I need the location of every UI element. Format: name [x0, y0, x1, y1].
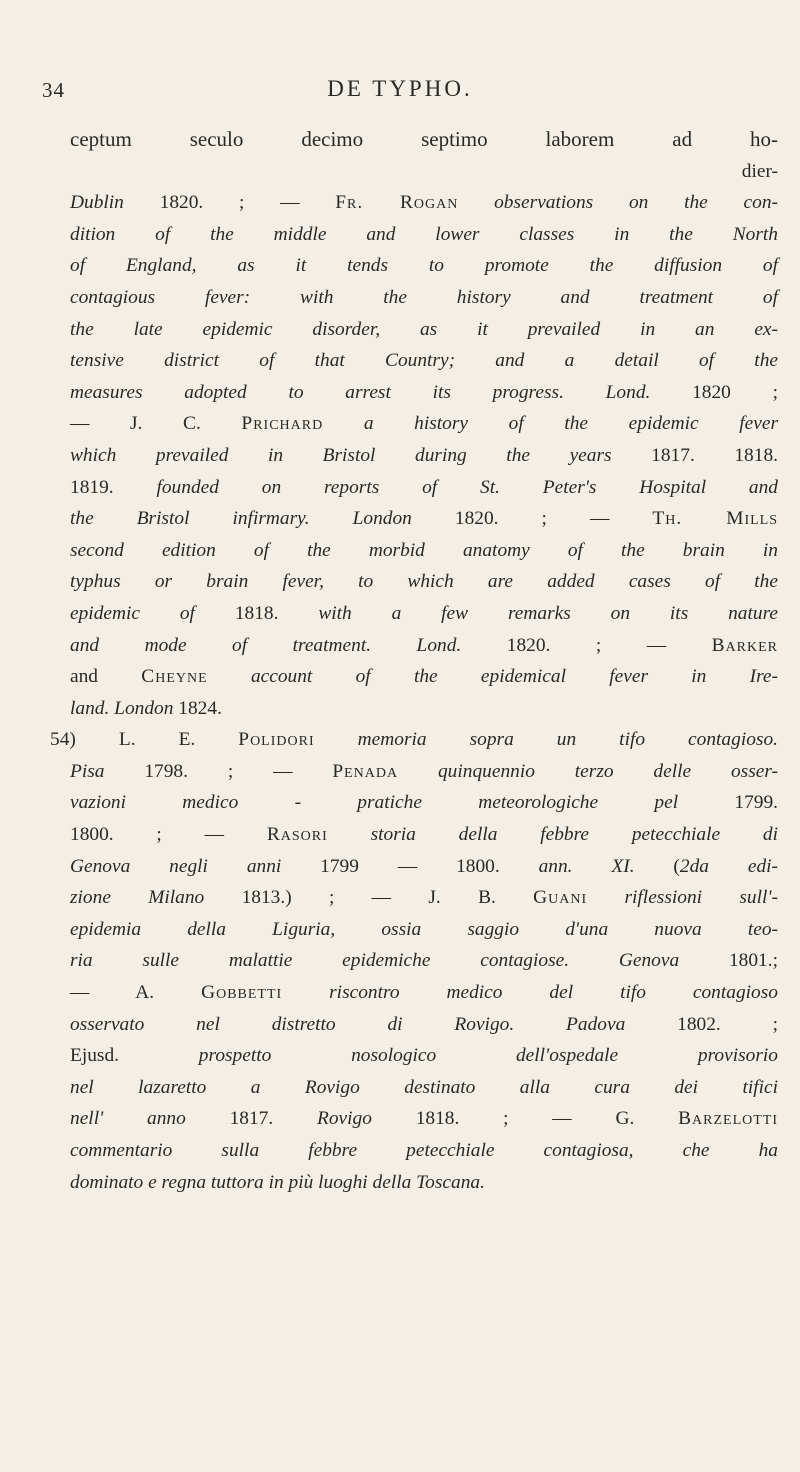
text-run: 54) L. E.: [50, 729, 239, 751]
text-run: Rasori: [266, 824, 328, 846]
text-run: 1813.) ; — J. B.: [204, 887, 534, 909]
text-run: Cheyne: [141, 666, 208, 688]
text-run: Gobbetti: [201, 982, 283, 1004]
text-run: Guani: [533, 887, 588, 909]
text-run: and mode of treatment. Lond.: [70, 634, 462, 656]
text-run: 1817.: [185, 1108, 317, 1130]
text-run: of England, as it tends to promote the diffusion of: [70, 255, 778, 277]
text-line: [70, 156, 778, 188]
text-run: Rovigo: [316, 1108, 372, 1130]
text-run: commentario sulla febbre petecchiale contagiosa, che ha: [70, 1140, 778, 1161]
text-run: 1798. ; —: [104, 760, 333, 782]
text-line: [70, 851, 778, 883]
text-line: [70, 693, 778, 725]
text-run: a history of the epidemic fever: [363, 413, 778, 435]
text-line: [70, 630, 778, 662]
text-run: osservato nel distretto di Rovigo. Padova: [70, 1013, 626, 1035]
text-run: 1824.: [173, 697, 222, 719]
text-line: [70, 377, 778, 409]
text-run: Polidori: [238, 729, 315, 751]
text-run: the late epidemic disorder, as it prevailed in an ex-: [70, 318, 778, 340]
text-run: [328, 824, 371, 845]
text-line: [70, 1009, 778, 1041]
text-line: [70, 598, 778, 630]
text-run: Genova negli anni: [70, 855, 282, 877]
text-line: [70, 1135, 778, 1167]
text-line: [70, 882, 778, 914]
running-title: DE TYPHO.: [327, 76, 473, 101]
text-run: [587, 887, 624, 908]
text-run: nel lazaretto a Rovigo destinato alla cura dei tifici: [70, 1076, 778, 1098]
text-run: — A.: [70, 982, 202, 1004]
text-line: [70, 314, 778, 346]
text-run: dier-: [741, 160, 778, 182]
text-run: 1799.: [678, 792, 779, 814]
text-run: the Bristol infirmary. London: [70, 508, 412, 530]
text-run: [315, 729, 358, 750]
text-run: 1820 ;: [650, 381, 778, 403]
text-run: epidemia della Liguria, ossia saggio d'una nuova teo-: [70, 918, 778, 940]
text-line: [70, 787, 778, 819]
text-run: ceptum seculo decimo septimo laborem ad ho-: [70, 127, 778, 151]
text-run: [323, 413, 364, 434]
text-run: contagious fever: with the history and treatment of: [70, 286, 778, 308]
text-run: quinquennio terzo delle osser-: [437, 760, 778, 782]
text-line: [70, 1167, 778, 1199]
text-line: [70, 535, 778, 567]
text-run: prospetto nosologico dell'ospedale provisorio: [198, 1045, 778, 1067]
text-run: dominato e regna tuttora in più luoghi della Toscana.: [70, 1171, 485, 1193]
bibliography-text: [50, 124, 779, 1198]
text-run: observations on the con-: [494, 192, 778, 214]
text-run: [458, 192, 494, 213]
text-run: Pisa: [70, 760, 105, 782]
text-run: 1818. ; — G.: [371, 1108, 679, 1130]
text-run: — J. C.: [70, 413, 242, 435]
text-run: (: [634, 855, 680, 877]
text-run: ria sulle malattie epidemiche contagiose. Genova: [70, 950, 680, 972]
text-line: [70, 1040, 778, 1072]
text-run: 1817. 1818.: [611, 444, 778, 466]
text-run: 1802. ;: [625, 1013, 778, 1035]
text-line: [70, 440, 778, 472]
text-run: [282, 982, 329, 1003]
text-run: which prevailed in Bristol during the years: [70, 444, 612, 466]
text-run: storia della febbre petecchiale di: [370, 824, 778, 846]
page-number: 34: [42, 78, 65, 102]
text-run: Penada: [332, 760, 399, 782]
text-run: Th. Mills: [652, 508, 778, 530]
text-run: zione Milano: [70, 887, 205, 909]
text-run: 1818.: [194, 602, 319, 624]
text-run: typhus or brain fever, to which are added cases of the: [70, 571, 778, 593]
text-run: 1820. ; —: [411, 508, 653, 530]
text-line: [70, 472, 778, 504]
text-run: Fr. Rogan: [335, 192, 459, 214]
text-line: [70, 945, 778, 977]
text-run: 1819.: [70, 476, 157, 498]
text-line: [70, 124, 778, 156]
text-run: riscontro medico del tifo contagioso: [329, 982, 778, 1004]
text-line: [70, 1072, 778, 1104]
text-run: [398, 761, 438, 782]
text-line: [70, 282, 778, 314]
text-run: Prichard: [241, 413, 324, 435]
text-run: 1799 — 1800.: [281, 855, 539, 877]
text-run: riflessioni sull'-: [624, 887, 778, 909]
text-line: [70, 661, 778, 693]
text-run: Barker: [711, 634, 778, 656]
text-run: and: [70, 666, 142, 688]
text-run: nell' anno: [70, 1108, 186, 1130]
text-run: vazioni medico - pratiche meteorologiche pel: [70, 792, 679, 814]
text-run: tensive district of that Country; and a detail of the: [70, 350, 778, 372]
text-run: Ejusd.: [70, 1045, 199, 1067]
text-run: measures adopted to arrest its progress. Lond.: [70, 381, 651, 403]
text-run: 1801.;: [679, 950, 778, 972]
text-run: Barzelotti: [678, 1108, 778, 1130]
text-line: [70, 250, 778, 282]
text-run: 1800. ; —: [70, 824, 267, 846]
text-run: founded on reports of St. Peter's Hospital and: [156, 476, 778, 498]
text-run: land. London: [70, 697, 174, 719]
text-line: [70, 408, 778, 440]
text-run: 1820. ; —: [123, 192, 336, 214]
text-line: [70, 977, 778, 1009]
text-run: [208, 666, 251, 687]
text-line: [70, 756, 778, 788]
text-run: 1820. ; —: [461, 634, 712, 656]
text-line: [70, 219, 778, 251]
text-line: [70, 914, 778, 946]
text-run: Dublin: [70, 192, 124, 214]
text-run: second edition of the morbid anatomy of the brain in: [70, 539, 778, 561]
text-run: account of the epidemical fever in Ire-: [250, 666, 778, 688]
text-line: [70, 1103, 778, 1135]
text-line: [70, 819, 778, 851]
text-line: [70, 187, 778, 219]
text-line: [70, 566, 778, 598]
text-run: 2da edi-: [679, 855, 778, 877]
text-line: [50, 724, 778, 756]
text-run: memoria sopra un tifo contagioso.: [357, 729, 778, 751]
text-run: with a few remarks on its nature: [318, 602, 779, 624]
text-run: epidemic of: [70, 602, 195, 624]
text-run: dition of the middle and lower classes in the North: [70, 223, 778, 245]
text-run: ann. XI.: [538, 855, 635, 877]
text-line: [70, 503, 778, 535]
text-line: [70, 345, 778, 377]
